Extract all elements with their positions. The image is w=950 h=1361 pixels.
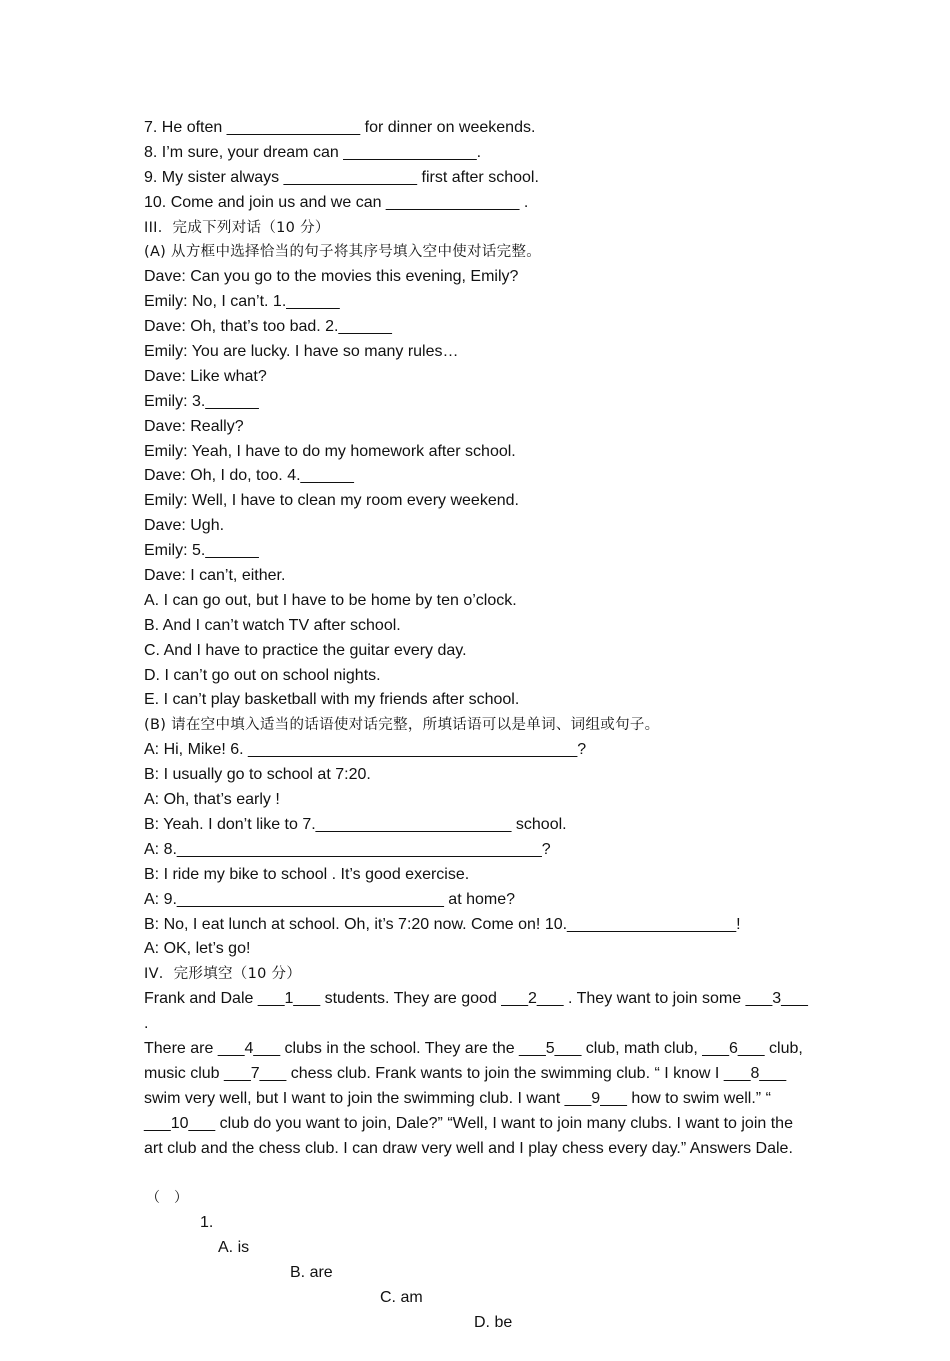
fill-item-7: 7. He often _______________ for dinner on weekends. [144,119,536,136]
option-c: C. And I have to practice the guitar every day. [144,641,467,659]
dialogue-b-line: A: Oh, that’s early ! [144,791,280,809]
dialogue-a-line: Dave: Oh, I do, too. 4.______ [144,467,354,485]
cloze-question-1 [144,1162,814,1331]
dialogue-a-line: Dave: Can you go to the movies this evening, Emily? [144,268,519,286]
question-number: 1. [200,1214,214,1232]
part-a-instruction: (A) 从方框中选择恰当的句子将其序号填入空中使对话完整。 [144,244,542,261]
section-3-heading: III．完成下列对话（10 分） [144,219,330,236]
dialogue-a-line: Emily: No, I can’t. 1.______ [144,293,340,311]
choice-c: C. am [380,1289,423,1307]
dialogue-b-line: A: 9.______________________________ at home? [144,890,516,908]
dialogue-b-line: A: Hi, Mike! 6. _____________________________________? [144,741,587,759]
fill-item-10: 10. Come and join us and we can _______________ . [144,193,529,211]
option-a: A. I can go out, but I have to be home by ten o’clock. [144,591,517,609]
dialogue-a-line: Dave: I can’t, either. [144,567,286,585]
choice-b: B. are [290,1264,333,1282]
dialogue-b-line: A: 8._________________________________________? [144,840,551,858]
dialogue-a-line: Emily: 5.______ [144,542,259,560]
dialogue-a-line: Emily: 3.______ [144,392,259,410]
option-e: E. I can’t play basketball with my friends after school. [144,691,520,709]
cloze-paragraph-2: There are ___4___ clubs in the school. They are the ___5___ club, math club, ___6___ club, music club ___7___ chess club. Frank wants to join the swimming club. “ I know I ___8___ swim very well, but I want to join the swimming club. I want ___9___ how to swim well.” “ ___10___ club do you want to join, Dale?” “Well, I want to join many clubs. I want to join the art club and the chess club. I can draw very well and I play chess every day.” Answers Dale. [144,1039,803,1157]
dialogue-b-line: A: OK, let’s go! [144,940,251,958]
dialogue-b-line: B: I usually go to school at 7:20. [144,766,371,784]
dialogue-b-line: B: Yeah. I don’t like to 7.______________________ school. [144,815,567,833]
dialogue-a-line: Dave: Oh, that’s too bad. 2.______ [144,318,392,336]
section-4-heading: IV．完形填空（10 分） [144,966,302,983]
dialogue-b-line: B: No, I eat lunch at school. Oh, it’s 7:20 now. Come on! 10.___________________! [144,915,741,933]
part-b-instruction: (B) 请在空中填入适当的话语使对话完整，所填话语可以是单词、词组或句子。 [144,717,660,734]
dialogue-a-line: Dave: Like what? [144,367,267,385]
option-d: D. I can’t go out on school nights. [144,666,381,684]
dialogue-a-line: Emily: Well, I have to clean my room every weekend. [144,492,519,510]
dialogue-a-line: Emily: Yeah, I have to do my homework after school. [144,442,516,460]
fill-item-9: 9. My sister always _______________ first after school. [144,168,539,186]
dialogue-a-line: Dave: Ugh. [144,517,225,535]
dialogue-a-line: Dave: Really? [144,417,244,435]
fill-item-8: 8. I’m sure, your dream can _______________. [144,143,482,161]
answer-paren: （ ） [146,1190,188,1207]
option-b: B. And I can’t watch TV after school. [144,616,401,634]
cloze-paragraph-1: Frank and Dale ___1___ students. They are good ___2___ . They want to join some ___3___ . [144,990,808,1033]
dialogue-a-line: Emily: You are lucky. I have so many rules… [144,343,459,361]
dialogue-b-line: B: I ride my bike to school . It’s good exercise. [144,865,470,883]
choice-d: D. be [474,1313,513,1331]
choice-a: A. is [218,1239,250,1257]
exam-text [144,116,814,1331]
